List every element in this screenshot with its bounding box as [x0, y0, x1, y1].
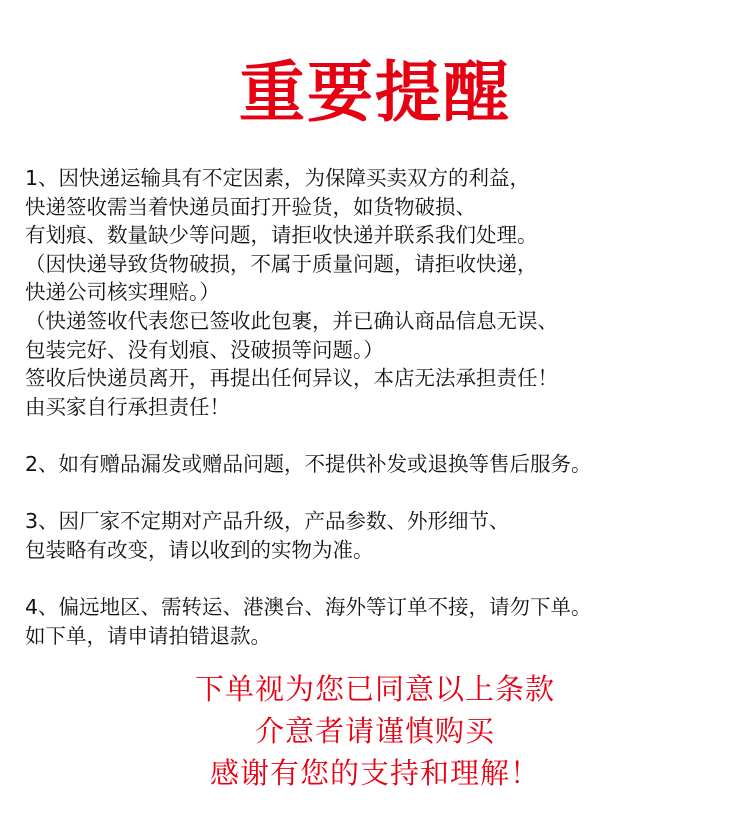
notice-section-2: [25, 450, 740, 479]
notice-line: 1、因快递运输具有不定因素，为保障买卖双方的利益，: [25, 166, 531, 190]
notice-line: 签收后快递员离开，再提出任何异议，本店无法承担责任！: [25, 366, 558, 391]
notice-line: 快递公司核实理赔。）: [25, 280, 220, 305]
notice-line: 如下单，请申请拍错退款。: [25, 623, 271, 648]
closing-line-agreement: 下单视为您已同意以上条款: [194, 672, 555, 706]
closing-line-caution: 介意者请谨慎购买: [254, 714, 495, 748]
notice-line: 有划痕、数量缺少等问题，请拒收快递并联系我们处理。: [25, 223, 538, 248]
notice-line: 4、偏远地区、需转运、港澳台、海外等订单不接，请勿下单。: [25, 594, 592, 619]
notice-line: （因快递导致货物破损，不属于质量问题，请拒收快递，: [25, 251, 538, 276]
notice-line: 3、因厂家不定期对产品升级，产品参数、外形细节、: [25, 509, 510, 534]
notice-section-4: [25, 593, 740, 650]
section-spacer: [25, 479, 740, 508]
notice-line: 包装完好、没有划痕、没破损等问题。）: [25, 337, 384, 362]
closing-statement: [0, 668, 750, 794]
notice-line: （快递签收代表您已签收此包裹，并已确认商品信息无误、: [25, 308, 558, 333]
section-spacer: [25, 564, 740, 593]
notice-line: 2、如有赠品漏发或赠品问题，不提供补发或退换等售后服务。: [25, 451, 592, 476]
notice-section-1: [25, 164, 740, 421]
closing-line-thanks: 感谢有您的支持和理解！: [209, 756, 540, 790]
notice-line: 包装略有改变，请以收到的实物为准。: [25, 537, 374, 562]
notice-body: [25, 164, 740, 650]
notice-line: 由买家自行承担责任！: [25, 394, 230, 419]
page-title: 重要提醒: [239, 54, 511, 131]
section-spacer: [25, 421, 740, 450]
notice-section-3: [25, 507, 740, 564]
notice-line: 快递签收需当着快递员面打开验货，如货物破损、: [25, 194, 476, 219]
